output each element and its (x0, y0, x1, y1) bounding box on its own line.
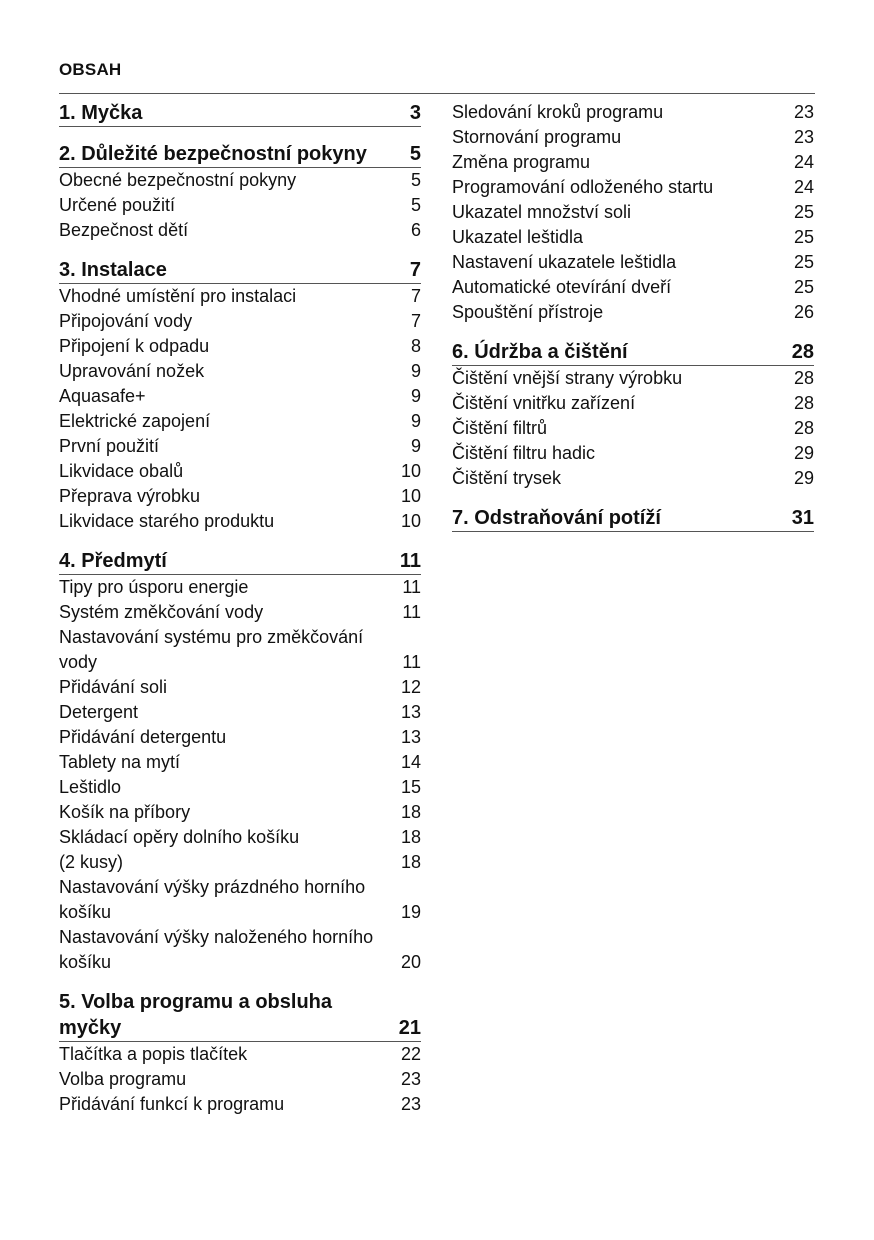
toc-entry[interactable] (59, 800, 421, 825)
toc-entry-page: 18 (400, 852, 421, 872)
toc-entry[interactable] (452, 466, 814, 491)
toc-entry-title: Přeprava výrobku (59, 486, 201, 506)
toc-entry-title: Skládací opěry dolního košíku (59, 827, 300, 847)
toc-entry[interactable] (59, 875, 421, 925)
toc-section-heading[interactable] (59, 989, 421, 1042)
toc-entry-title: Sledování kroků programu (452, 102, 664, 122)
toc-entry-page: 11 (402, 577, 421, 597)
toc-entry[interactable] (59, 700, 421, 725)
toc-entry[interactable] (59, 484, 421, 509)
toc-entry-title: Likvidace obalů (59, 461, 184, 481)
toc-entry-page: 13 (400, 727, 421, 747)
toc-section-page: 5 (409, 143, 421, 165)
toc-entry[interactable] (452, 366, 814, 391)
toc-entry-page: 19 (400, 902, 421, 922)
toc-entry[interactable] (59, 218, 421, 243)
toc-entry[interactable] (59, 575, 421, 600)
toc-entry-page: 28 (793, 368, 814, 388)
toc-entry-page: 24 (793, 152, 814, 172)
toc-entry[interactable] (59, 775, 421, 800)
toc-entry[interactable] (59, 850, 421, 875)
toc-entry-page: 5 (410, 195, 421, 215)
toc-entry-title: Čištění trysek (452, 468, 562, 488)
toc-section-title: 2. Důležité bezpečnostní pokyny (59, 143, 367, 165)
toc-entry[interactable] (452, 416, 814, 441)
toc-entry-page: 20 (400, 952, 421, 972)
toc-entry-page: 9 (410, 436, 421, 456)
toc-entry-title: Stornování programu (452, 127, 622, 147)
toc-entry[interactable] (59, 725, 421, 750)
page-title: OBSAH (59, 60, 122, 79)
toc-entry-page: 11 (402, 652, 421, 672)
toc-entry[interactable] (59, 334, 421, 359)
toc-entry-page: 7 (410, 286, 421, 306)
toc-entry-title: Tipy pro úsporu energie (59, 577, 249, 597)
toc-entry-title: První použití (59, 436, 160, 456)
toc-section-title: 1. Myčka (59, 102, 143, 124)
toc-entry-title: Leštidlo (59, 777, 122, 797)
toc-entry-title: Čištění vnitřku zařízení (452, 393, 636, 413)
toc-continued-entries (452, 100, 814, 325)
toc-entry[interactable] (59, 750, 421, 775)
toc-entry-title: Detergent (59, 702, 139, 722)
toc-entry[interactable] (452, 275, 814, 300)
toc-entry-title: Likvidace starého produktu (59, 511, 275, 531)
toc-entry-page: 18 (400, 827, 421, 847)
toc-entry-title: Určené použití (59, 195, 176, 215)
toc-right-column (452, 100, 814, 546)
toc-entry[interactable] (452, 391, 814, 416)
toc-entry-title: Čištění filtru hadic (452, 443, 596, 463)
toc-entry-page: 10 (400, 511, 421, 531)
toc-entry-title: Elektrické zapojení (59, 411, 211, 431)
toc-section-title: 7. Odstraňování potíží (452, 507, 661, 529)
toc-entry-page: 13 (400, 702, 421, 722)
toc-entry-title: Čištění filtrů (452, 418, 548, 438)
toc-entry-title: Bezpečnost dětí (59, 220, 189, 240)
toc-entry-page: 12 (400, 677, 421, 697)
toc-entry[interactable] (59, 284, 421, 309)
toc-section-page: 21 (398, 1017, 421, 1039)
toc-entry[interactable] (59, 925, 421, 975)
toc-entry-title: Tlačítka a popis tlačítek (59, 1044, 248, 1064)
toc-entry[interactable] (59, 825, 421, 850)
toc-entry-title: Vhodné umístění pro instalaci (59, 286, 297, 306)
toc-entry-title: Nastavování výšky naloženého horního košíku (59, 927, 374, 972)
toc-section-title: 5. Volba programu a obsluha myčky (59, 991, 333, 1039)
toc-entry-title: Tablety na mytí (59, 752, 181, 772)
toc-entry[interactable] (59, 193, 421, 218)
toc-entry-title: Ukazatel leštidla (452, 227, 584, 247)
toc-entry-page: 18 (400, 802, 421, 822)
toc-entry-page: 25 (793, 277, 814, 297)
toc-section (59, 141, 421, 243)
toc-entry-page: 23 (400, 1069, 421, 1089)
toc-entry-title: Automatické otevírání dveří (452, 277, 672, 297)
toc-entry-page: 23 (793, 127, 814, 147)
toc-entry[interactable] (59, 509, 421, 534)
toc-entry-title: Obecné bezpečnostní pokyny (59, 170, 297, 190)
toc-section-heading[interactable] (59, 100, 421, 127)
toc-entry[interactable] (452, 150, 814, 175)
toc-entry[interactable] (452, 200, 814, 225)
toc-entry-page: 10 (400, 486, 421, 506)
toc-section (59, 257, 421, 534)
toc-entry-page: 29 (793, 468, 814, 488)
toc-section-heading[interactable] (59, 548, 421, 575)
toc-section-heading[interactable] (59, 257, 421, 284)
toc-entry-title: Připojení k odpadu (59, 336, 210, 356)
toc-entry-page: 7 (410, 311, 421, 331)
toc-entry-page: 10 (400, 461, 421, 481)
toc-section-heading[interactable] (452, 505, 814, 532)
toc-section-title: 6. Údržba a čištění (452, 341, 628, 363)
toc-section-page: 11 (399, 550, 421, 572)
toc-section (59, 100, 421, 127)
toc-entry-page: 23 (793, 102, 814, 122)
toc-entry[interactable] (59, 168, 421, 193)
toc-section-page: 7 (409, 259, 421, 281)
toc-entry-page: 26 (793, 302, 814, 322)
toc-entry[interactable] (452, 225, 814, 250)
toc-entry[interactable] (59, 384, 421, 409)
toc-section (452, 505, 814, 532)
toc-entry[interactable] (59, 309, 421, 334)
toc-entry[interactable] (452, 250, 814, 275)
toc-entry[interactable] (59, 675, 421, 700)
toc-entry[interactable] (452, 100, 814, 125)
toc-entry-title: Přidávání detergentu (59, 727, 227, 747)
toc-entry-title: Přidávání soli (59, 677, 168, 697)
toc-entry[interactable] (59, 625, 421, 675)
toc-entry-page: 8 (410, 336, 421, 356)
toc-entry-page: 14 (400, 752, 421, 772)
toc-entry-title: Upravování nožek (59, 361, 205, 381)
toc-entry[interactable] (452, 300, 814, 325)
toc-entry-title: Čištění vnější strany výrobku (452, 368, 683, 388)
toc-entry-page: 25 (793, 202, 814, 222)
title-divider (59, 93, 815, 94)
toc-entry[interactable] (59, 409, 421, 434)
toc-entry[interactable] (59, 600, 421, 625)
toc-entry-page: 24 (793, 177, 814, 197)
toc-entry-page: 29 (793, 443, 814, 463)
toc-section-page: 3 (409, 102, 421, 124)
toc-entry[interactable] (59, 1092, 421, 1117)
toc-section (59, 989, 421, 1117)
toc-section-page: 28 (791, 341, 814, 363)
toc-entry-title: Změna programu (452, 152, 591, 172)
toc-entry-title: Nastavování výšky prázdného horního košíku (59, 877, 366, 922)
toc-entry[interactable] (59, 1067, 421, 1092)
toc-entry-page: 5 (410, 170, 421, 190)
toc-entry-title: Programování odloženého startu (452, 177, 714, 197)
toc-section (59, 548, 421, 975)
toc-entry-page: 23 (400, 1094, 421, 1114)
toc-entry-title: Aquasafe+ (59, 386, 146, 406)
toc-entry[interactable] (59, 359, 421, 384)
toc-entry-page: 11 (402, 602, 421, 622)
toc-section-heading[interactable] (59, 141, 421, 168)
toc-entry[interactable] (452, 125, 814, 150)
toc-section-heading[interactable] (452, 339, 814, 366)
toc-entry-title: Košík na příbory (59, 802, 191, 822)
toc-section (452, 339, 814, 491)
toc-entry-page: 28 (793, 418, 814, 438)
toc-entry[interactable] (59, 1042, 421, 1067)
toc-section-title: 3. Instalace (59, 259, 167, 281)
toc-entry-page: 28 (793, 393, 814, 413)
toc-section-title: 4. Předmytí (59, 550, 167, 572)
toc-entry-title: (2 kusy) (59, 852, 124, 872)
toc-entry-title: Ukazatel množství soli (452, 202, 632, 222)
toc-entry-page: 6 (410, 220, 421, 240)
toc-entry-title: Přidávání funkcí k programu (59, 1094, 285, 1114)
toc-entry-title: Nastavování systému pro změkčování vody (59, 627, 364, 672)
toc-left-column (59, 100, 421, 1131)
toc-entry[interactable] (59, 459, 421, 484)
toc-entry-page: 15 (400, 777, 421, 797)
toc-entry-title: Nastavení ukazatele leštidla (452, 252, 677, 272)
toc-section-page: 31 (791, 507, 814, 529)
toc-entry-page: 22 (400, 1044, 421, 1064)
toc-entry[interactable] (59, 434, 421, 459)
toc-entry-page: 25 (793, 252, 814, 272)
toc-entry-page: 9 (410, 386, 421, 406)
toc-entry-title: Připojování vody (59, 311, 193, 331)
toc-entry[interactable] (452, 441, 814, 466)
toc-entry-page: 25 (793, 227, 814, 247)
toc-entry[interactable] (452, 175, 814, 200)
toc-entry-title: Spouštění přístroje (452, 302, 604, 322)
toc-entry-page: 9 (410, 411, 421, 431)
toc-entry-title: Systém změkčování vody (59, 602, 264, 622)
toc-entry-page: 9 (410, 361, 421, 381)
toc-entry-title: Volba programu (59, 1069, 187, 1089)
